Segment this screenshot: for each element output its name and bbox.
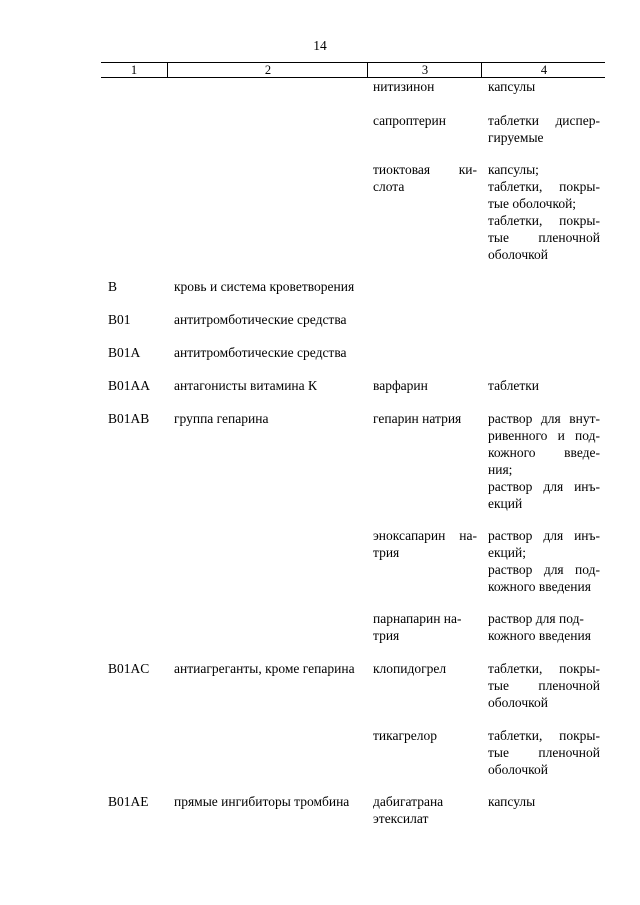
drug-name: этексилат: [373, 811, 429, 826]
atc-group-name: кровь и система кроветворения: [174, 279, 355, 294]
dosage-form: ривенного и под-: [488, 428, 600, 443]
header-col-2: 2: [167, 63, 368, 77]
dosage-form: капсулы;: [488, 162, 539, 177]
atc-code: B01AE: [108, 794, 149, 809]
dosage-form: капсулы: [488, 79, 536, 94]
table-header: [101, 62, 605, 78]
dosage-form: кожного введения: [488, 579, 591, 594]
dosage-form: таблетки: [488, 378, 540, 393]
dosage-form: таблетки, покры-: [488, 213, 600, 228]
drug-name: эноксапарин на-: [373, 528, 477, 543]
dosage-form: раствор для инъ-: [488, 528, 600, 543]
page-number: 14: [313, 38, 327, 53]
dosage-form: оболочкой: [488, 762, 548, 777]
drug-name: трия: [373, 545, 400, 560]
dosage-form: гируемые: [488, 130, 544, 145]
dosage-form: кожного введения: [488, 628, 591, 643]
header-col-4: 4: [481, 63, 606, 77]
drug-name: тикагрелор: [373, 728, 437, 743]
atc-group-name: прямые ингибиторы тромбина: [174, 794, 350, 809]
drug-name: дабигатрана: [373, 794, 444, 809]
dosage-form: тые пленочной: [488, 678, 600, 693]
dosage-form: раствор для инъ-: [488, 479, 600, 494]
atc-group-name: антитромботические средства: [174, 345, 347, 360]
atc-code: B01: [108, 312, 131, 327]
atc-group-name: антиагреганты, кроме гепарина: [174, 661, 355, 676]
dosage-form: таблетки, покры-: [488, 661, 600, 676]
drug-name: нитизинон: [373, 79, 435, 94]
drug-name: парнапарин на-: [373, 611, 462, 626]
dosage-form: оболочкой: [488, 695, 548, 710]
atc-code: B01AC: [108, 661, 150, 676]
dosage-form: таблетки, покры-: [488, 728, 600, 743]
dosage-form: кожного введе-: [488, 445, 600, 460]
atc-group-name: антагонисты витамина К: [174, 378, 318, 393]
header-col-1: 1: [130, 63, 138, 77]
dosage-form: тые пленочной: [488, 745, 600, 760]
drug-name: варфарин: [373, 378, 428, 393]
dosage-form: екций;: [488, 545, 526, 560]
drug-name: слота: [373, 179, 405, 194]
atc-group-name: группа гепарина: [174, 411, 269, 426]
drug-name: гепарин натрия: [373, 411, 462, 426]
dosage-form: оболочкой: [488, 247, 548, 262]
dosage-form: таблетки, покры-: [488, 179, 600, 194]
atc-group-name: антитромботические средства: [174, 312, 347, 327]
atc-code: B01AB: [108, 411, 150, 426]
atc-code: B01A: [108, 345, 141, 360]
dosage-form: капсулы: [488, 794, 536, 809]
dosage-form: ния;: [488, 462, 513, 477]
dosage-form: раствор для под-: [488, 562, 600, 577]
drug-name: сапроптерин: [373, 113, 447, 128]
atc-code: B01AA: [108, 378, 151, 393]
atc-code: B: [108, 279, 118, 294]
dosage-form: тые пленочной: [488, 230, 600, 245]
dosage-form: тые оболочкой;: [488, 196, 577, 211]
drug-name: трия: [373, 628, 400, 643]
header-col-3: 3: [367, 63, 482, 77]
drug-name: тиоктовая ки-: [373, 162, 477, 177]
dosage-form: раствор для внут-: [488, 411, 600, 426]
drug-name: клопидогрел: [373, 661, 447, 676]
dosage-form: таблетки диспер-: [488, 113, 600, 128]
dosage-form: раствор для под-: [488, 611, 584, 626]
dosage-form: екций: [488, 496, 523, 511]
